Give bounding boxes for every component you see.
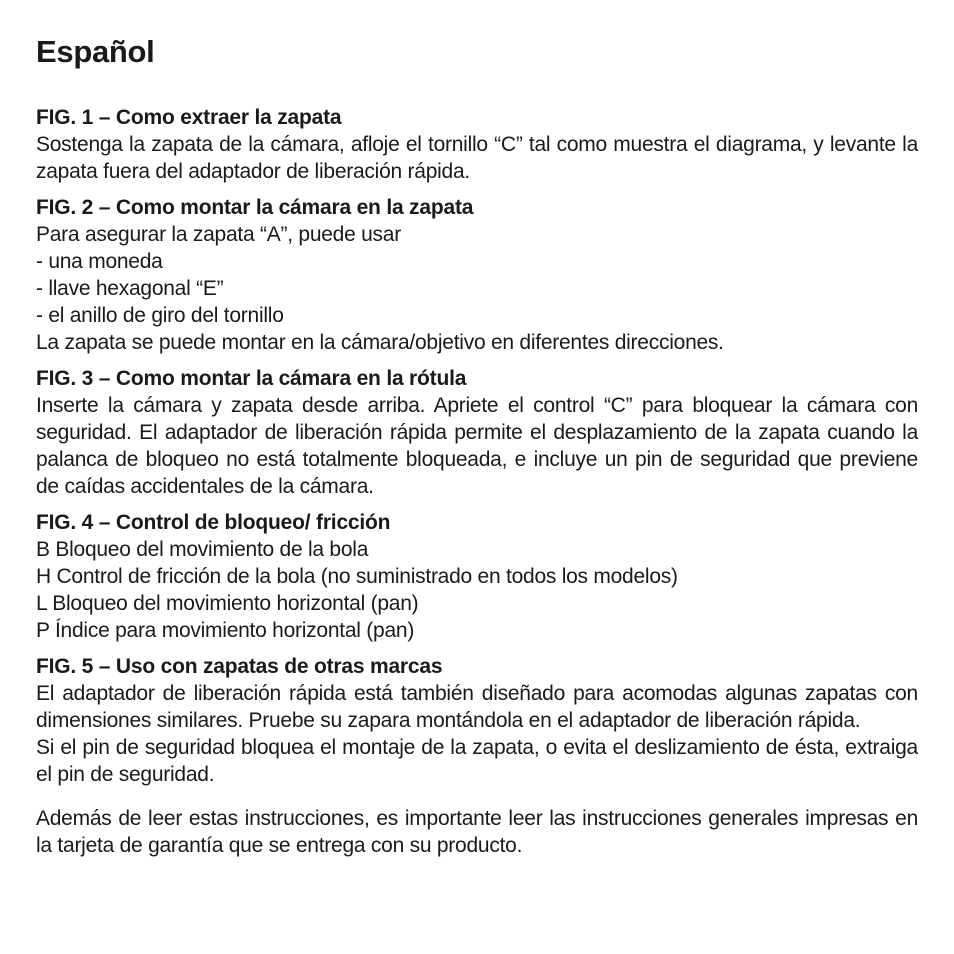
section-paragraph: Si el pin de seguridad bloquea el montaje de la zapata, o evita el deslizamiento de ésta, extraiga el pin de seguridad. xyxy=(36,736,918,786)
list-item: B Bloqueo del movimiento de la bola xyxy=(36,538,369,561)
list-item: - el anillo de giro del tornillo xyxy=(36,304,284,327)
section-fig-2 xyxy=(36,194,918,356)
section-paragraph: El adaptador de liberación rápida está también diseñado para acomodas algunas zapatas con dimensiones similares. Pruebe su zapara montándola en el adaptador de liberación rápida. xyxy=(36,682,918,732)
document-page xyxy=(36,30,918,859)
section-heading: FIG. 2 – Como montar la cámara en la zapata xyxy=(36,196,474,219)
list-item: - llave hexagonal “E” xyxy=(36,277,224,300)
list-item: H Control de fricción de la bola (no suministrado en todos los modelos) xyxy=(36,565,678,588)
section-fig-3 xyxy=(36,365,918,500)
section-line: La zapata se puede montar en la cámara/objetivo en diferentes direcciones. xyxy=(36,331,724,354)
section-heading: FIG. 1 – Como extraer la zapata xyxy=(36,106,342,129)
section-line: Para asegurar la zapata “A”, puede usar xyxy=(36,223,401,246)
list-item: P Índice para movimiento horizontal (pan) xyxy=(36,619,415,642)
closing-paragraph: Además de leer estas instrucciones, es importante leer las instrucciones generales impresas en la tarjeta de garantía que se entrega con su producto. xyxy=(36,807,918,857)
section-paragraph: Inserte la cámara y zapata desde arriba. Apriete el control “C” para bloquear la cámara con seguridad. El adaptador de liberación rápida permite el desplazamiento de la zapata cuando la palanca de bloqueo no está totalmente bloqueada, e incluye un pin de seguridad que previene de caídas accidentales de la cámara. xyxy=(36,394,918,498)
list-item: - una moneda xyxy=(36,250,163,273)
section-fig-1 xyxy=(36,104,918,185)
section-fig-4 xyxy=(36,509,918,644)
section-heading: FIG. 3 – Como montar la cámara en la rótula xyxy=(36,367,467,390)
section-fig-5 xyxy=(36,653,918,788)
list-item: L Bloqueo del movimiento horizontal (pan) xyxy=(36,592,419,615)
section-heading: FIG. 5 – Uso con zapatas de otras marcas xyxy=(36,655,443,678)
section-heading: FIG. 4 – Control de bloqueo/ fricción xyxy=(36,511,391,534)
section-paragraph: Sostenga la zapata de la cámara, afloje el tornillo “C” tal como muestra el diagrama, y levante la zapata fuera del adaptador de liberación rápida. xyxy=(36,133,918,183)
page-title: Español xyxy=(36,34,155,69)
